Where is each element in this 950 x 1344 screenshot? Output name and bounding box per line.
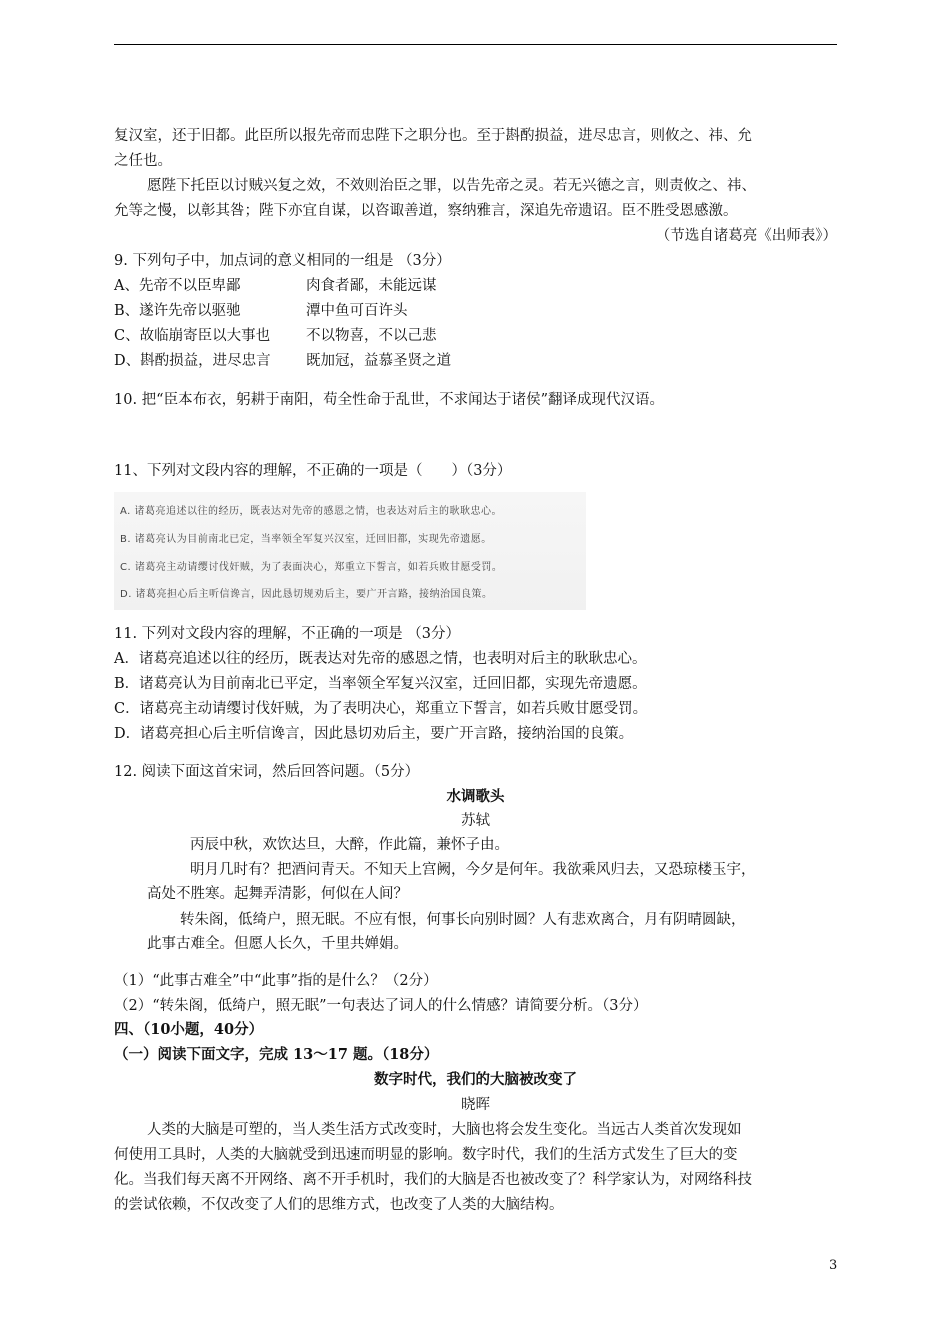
poem-line: 转朱阁，低绮户，照无眠。不应有恨，何事长向别时圆？人有悲欢离合，月有阴晴圆缺， xyxy=(180,912,746,928)
section-subheading: （一）阅读下面文字，完成 13～17 题。（18分） xyxy=(114,1046,439,1063)
article-line: 人类的大脑是可塑的，当人类生活方式改变时，大脑也将会发生变化。当远古人类首次发现如 xyxy=(147,1122,742,1138)
poem-line: 明月几时有？把酒问青天。不知天上宫阙，今夕是何年。我欲乘风归去，又恐琼楼玉宇， xyxy=(190,862,756,878)
passage-line: 愿陛下托臣以讨贼兴复之效，不效则治臣之罪，以告先帝之灵。若无兴德之言，则责攸之、祎、 xyxy=(147,178,756,194)
passage-source: （节选自诸葛亮《出师表》） xyxy=(655,228,837,244)
article-line: 何使用工具时，人类的大脑就受到迅速而明显的影响。数字时代，我们的生活方式发生了巨大的变 xyxy=(114,1147,738,1163)
article-line: 化。当我们每天离不开网络、离不开手机时，我们的大脑是否也被改变了？科学家认为，对网络科技 xyxy=(114,1172,752,1188)
poem-line: 此事古难全。但愿人长久，千里共婵娟。 xyxy=(147,936,408,952)
poem-title: 水调歌头 xyxy=(446,788,505,805)
scanned-option-d: D. 诸葛亮担心后主听信谗言，因此恳切规劝后主，要广开言路，接纳治国良策。 xyxy=(120,589,493,600)
article-author: 晓晖 xyxy=(461,1097,490,1113)
poem-line: 高处不胜寒。起舞弄清影，何似在人间？ xyxy=(147,886,408,902)
passage-line: 之任也。 xyxy=(114,153,172,169)
question-11-stem: 11. 下列对文段内容的理解，不正确的一项是 （3分） xyxy=(114,626,461,642)
q11-option-b: B．诸葛亮认为目前南北已平定，当率领全军复兴汉室，迁回旧都，实现先帝遗愿。 xyxy=(114,676,647,692)
q9-option-a-right: 肉食者鄙，未能远谋 xyxy=(306,278,437,294)
q9-option-b-right: 潭中鱼可百许头 xyxy=(306,303,408,319)
section-heading: 四、（10小题，40分） xyxy=(114,1021,264,1038)
q9-option-b-left: B、遂许先帝以驱驰 xyxy=(114,303,241,319)
q9-option-d-left: D、斟酌损益，进尽忠言 xyxy=(114,353,271,369)
q9-option-c-left: C、故临崩寄臣以大事也 xyxy=(114,328,271,344)
passage-line: 允等之慢，以彰其咎；陛下亦宜自谋，以咨诹善道，察纳雅言，深追先帝遗诏。臣不胜受恩感激。 xyxy=(114,203,738,219)
q9-option-c-right: 不以物喜，不以己悲 xyxy=(306,328,437,344)
q11-option-c: C．诸葛亮主动请缨讨伐奸贼，为了表明决心，郑重立下誓言，如若兵败甘愿受罚。 xyxy=(114,701,648,717)
scanned-option-b: B. 诸葛亮认为目前南北已定，当率领全军复兴汉室，迁回旧都，实现先帝遗愿。 xyxy=(120,534,492,545)
question-10-stem: 10. 把“臣本布衣，躬耕于南阳，苟全性命于乱世，不求闻达于诸侯”翻译成现代汉语。 xyxy=(114,392,664,408)
article-line: 的尝试依赖，不仅改变了人们的思维方式，也改变了人类的大脑结构。 xyxy=(114,1197,564,1213)
poem-preface: 丙辰中秋，欢饮达旦，大醉，作此篇，兼怀子由。 xyxy=(190,837,509,853)
header-rule xyxy=(114,44,837,45)
question-12-stem: 12. 阅读下面这首宋词，然后回答问题。（5分） xyxy=(114,764,420,780)
question-11-stem-scanned: 11、下列对文段内容的理解，不正确的一项是（ ）（3分） xyxy=(114,463,512,479)
question-9-stem: 9. 下列句子中，加点词的意义相同的一组是 （3分） xyxy=(114,253,451,269)
q11-option-a: A．诸葛亮追述以往的经历，既表达对先帝的感恩之情，也表明对后主的耿耿忠心。 xyxy=(114,651,647,667)
q9-option-d-right: 既加冠，益慕圣贤之道 xyxy=(306,353,451,369)
q11-option-d: D．诸葛亮担心后主听信谗言，因此恳切劝后主，要广开言路，接纳治国的良策。 xyxy=(114,726,634,742)
scanned-option-a: A. 诸葛亮追述以往的经历，既表达对先帝的感恩之情，也表达对后主的耿耿忠心。 xyxy=(120,506,503,517)
poem-author: 苏轼 xyxy=(461,813,490,829)
passage-line: 复汉室，还于旧都。此臣所以报先帝而忠陛下之职分也。至于斟酌损益，进尽忠言，则攸之、祎、允 xyxy=(114,128,752,144)
page-number: 3 xyxy=(829,1258,838,1273)
q9-option-a-left: A、先帝不以臣卑鄙 xyxy=(114,278,241,294)
q12-sub-question-1: （1）“此事古难全”中“此事”指的是什么？（2分） xyxy=(114,973,438,989)
q12-sub-question-2: （2）“转朱阁，低绮户，照无眠”一句表达了词人的什么情感？请简要分析。（3分） xyxy=(114,998,648,1014)
scanned-options-image xyxy=(114,492,586,610)
article-title: 数字时代，我们的大脑被改变了 xyxy=(374,1071,577,1088)
scanned-option-c: C. 诸葛亮主动请缨讨伐奸贼，为了表面决心，郑重立下誓言，如若兵败甘愿受罚。 xyxy=(120,562,503,573)
